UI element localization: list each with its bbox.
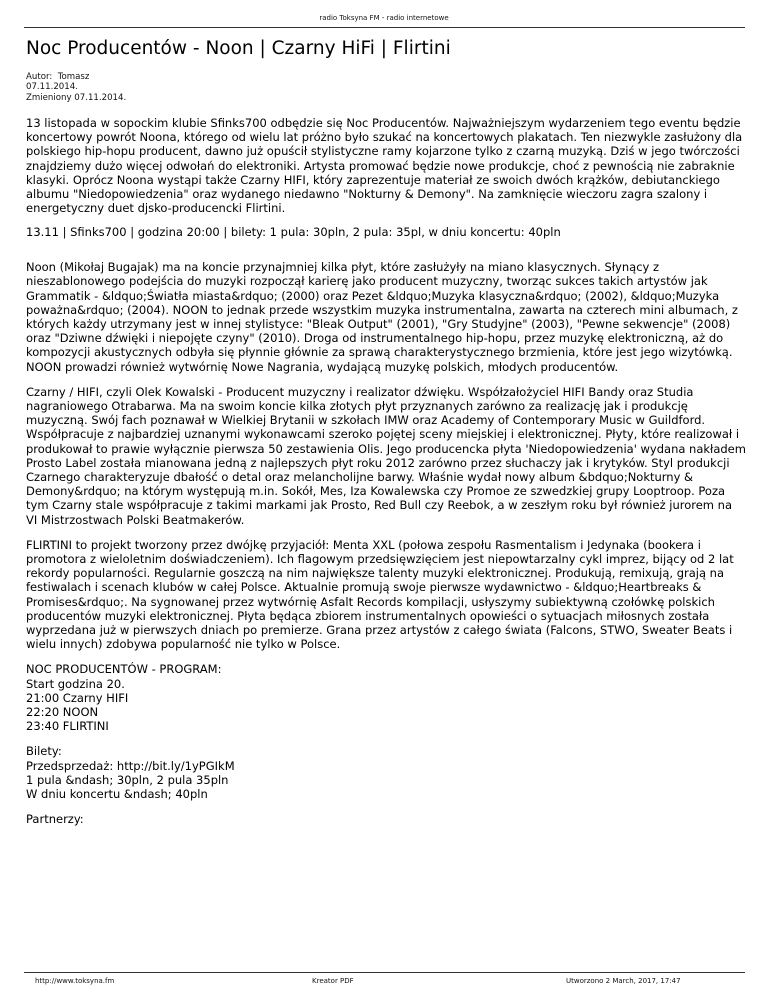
header-divider [24,27,745,28]
article-title: Noc Producentów - Noon | Czarny HiFi | Flirtini [26,38,451,59]
program-line: 22:20 NOON [26,705,99,720]
program-line: 23:40 FLIRTINI [26,719,109,734]
article-meta [26,72,126,103]
tickets-block [26,744,746,801]
noon-paragraph: Noon (Mikołaj Bugajak) ma na koncie przynajmniej kilka płyt, które zasłużyły na miano klasycznych. Słynący z nieszablonowego podejścia do muzyki rozpoczął karierę jako producent muzyczny, tworząc sukces takich artystów jak Grammatik - &ldquo;Światła miasta&rdquo; (2000) oraz Pezet &ldquo;Muzyka klasyczna&rdquo; (2002), &ldquo;Muzyka poważna&rdquo; (2004). NOON to jednak przede wszystkim muzyka instrumentalna, zawarta na czterech mini albumach, z których każdy utrzymany jest w innej stylistyce: "Bleak Output" (2001), "Gry Studyjne" (2003), "Pewne sekwencje" (2008) oraz "Dziwne dźwięki i niepojęte czyny" (2010). Droga od instrumentalnego hip-hopu, przez muzykę elektroniczną, aż do kompozycji akustycznych odbyła się płynnie głównie za sprawą charakterystycznego brzmienia, które jest jego wizytówką. NOON prowadzi również wytwórnię Nowe Nagrania, wydającą muzykę polskich, młodych producentów. [26,260,738,374]
page-footer [0,977,768,989]
tickets-line: Przedsprzedaż: http://bit.ly/1yPGIkM [26,758,235,773]
tickets-heading: Bilety: [26,744,62,759]
partners-heading: Partnerzy: [26,812,84,827]
footer-url: http://www.toksyna.fm [35,977,115,985]
event-info-paragraph: 13.11 | Sfinks700 | godzina 20:00 | bilety: 1 pula: 30pln, 2 pula: 35pl, w dniu koncertu: 40pln [26,224,561,239]
date-line: 07.11.2014. [26,82,78,93]
tickets-line: W dniu koncertu &ndash; 40pln [26,787,208,802]
flirtini-paragraph: FLIRTINI to projekt tworzony przez dwójkę przyjaciół: Menta XXL (połowa zespołu Rasmentalism i Jedynaka (bookera i promotora z wieloletnim doświadczeniem). Ich flagowym przedsięwzięciem jest niepowtarzalny cykl imprez, bijący od 2 lat rekordy popularności. Regularnie goszczą na nim największe talenty muzyki elektronicznej. Produkują, remixują, grają na festiwalach i scenach klubów w całej Polsce. Aktualnie promują swoje pierwsze wydawnictwo - &ldquo;Heartbreaks & Promises&rdquo;. Na sygnowanej przez wytwórnię Asfalt Records kompilacji, usłyszymy subiektywną czołówkę polskich producentów muzyki elektronicznej. Płyta będąca zbiorem instrumentalnych opowieści o sytuacjach miłosnych została wyprzedana już w pierwszych dniach po premierze. Grana przez artystów z całego świata (Falcons, STWO, Sweater Beats i wielu innych) zdobywa popularność nie tylko w Polsce. [26,537,734,652]
program-heading: NOC PRODUCENTÓW - PROGRAM: [26,662,222,677]
article-body [26,116,746,826]
program-line: 21:00 Czarny HIFI [26,690,129,705]
program-block [26,662,746,733]
footer-created: Utworzono 2 March, 2017, 17:47 [566,977,681,985]
czarny-hifi-paragraph: Czarny / HIFI, czyli Olek Kowalski - Producent muzyczny i realizator dźwięku. Współzałożyciel HIFI Bandy oraz Studia nagraniowego Otrabarwa. Ma na swoim koncie kilka złotych płyt przyznanych zarówno za realizację jak i produkcję muzyczną. Swój fach poznawał w Wielkiej Brytanii w szkołach IMW oraz Academy of Contemporary Music w Guildford. Współpracuje z najbardziej uznanymi wykonawcami szeroko pojętej sceny miejskiej i elektronicznej. Płyty, które realizował i produkował to prawie wyłącznie pierwsza 50 zestawienia Olis. Jego producencka płyta 'Niedopowiedzenia' wydana nakładem Prosto Label została mianowana jedną z najlepszych płyt roku 2012 zarówno przez słuchaczy jak i krytyków. Styl produkcji Czarnego charakteryzuje dbałość o detal oraz melancholijne barwy. Właśnie wydał nowy album &bdquo;Nokturny & Demony&rdquo; na którym występują m.in. Sokół, Mes, Iza Kowalewska czy Promoe ze szwedzkiej grupy Looptroop. Poza tym Czarny stale współpracuje z takimi markami jak Prosto, Red Bull czy Reebok, a w zeszłym roku był również jurorem na VI Mistrzostwach Polski Beatmakerów. [26,384,746,527]
program-line: Start godzina 20. [26,676,125,691]
intro-paragraph: 13 listopada w sopockim klubie Sfinks700 odbędzie się Noc Producentów. Najważniejszym wydarzeniem tego eventu będzie koncertowy powrót Noona, którego od wielu lat próżno było szukać na koncertowych plakatach. Ten niezwykle zasłużony dla polskiego hip-hopu producent, dawno już opuścił stylistyczne ramy kojarzone tylko z czarną muzyką. Dziś w jego twórczości znajdziemy dużo więcej odwołań do elektroniki. Artysta promować będzie nowe produkcje, choć z pewnością nie zabraknie klasyki. Oprócz Noona wystąpi także Czarny HIFI, który zaprezentuje materiał ze swoich dwóch krążków, debiutanckiego albumu "Niedopowiedzenia" oraz wydanego niedawno "Nokturny & Demony". Na zamknięcie wieczoru zagra szalony i energetyczny duet djsko-producencki Flirtini. [26,116,743,216]
footer-divider [24,972,745,973]
tickets-line: 1 pula &ndash; 30pln, 2 pula 35pln [26,772,229,787]
footer-generator: Kreator PDF [312,977,354,985]
modified-line: Zmieniony 07.11.2014. [26,92,127,103]
author-line: Autor: Tomasz [26,72,90,82]
site-title: radio Toksyna FM - radio internetowe [319,14,449,22]
partners-block [26,812,746,826]
